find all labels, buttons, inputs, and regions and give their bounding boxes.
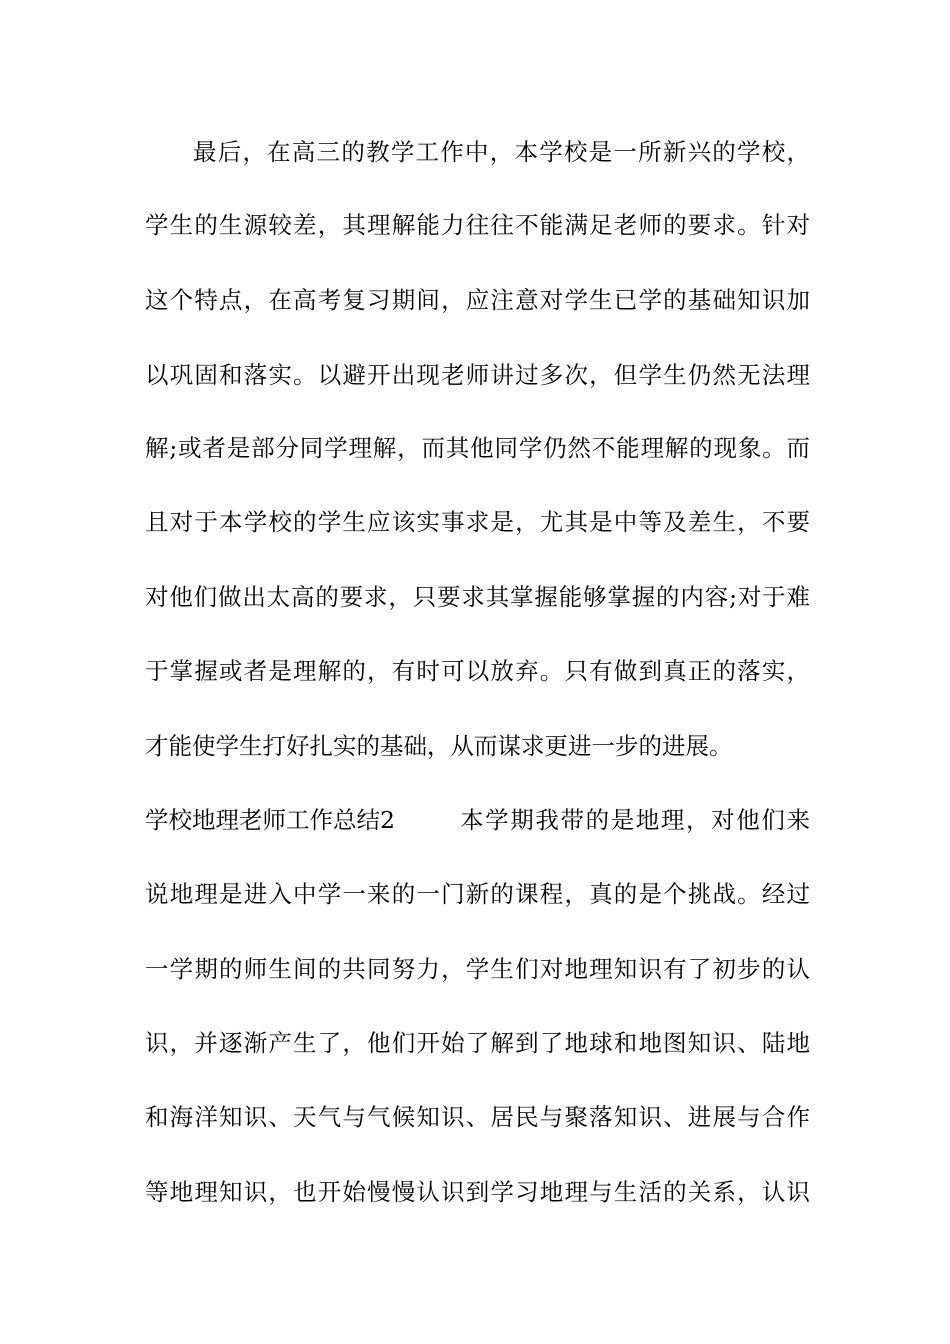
paragraph-line: 和海洋知识、天气与气候知识、居民与聚落知识、进展与合作 xyxy=(145,1103,810,1131)
paragraph-line: 说地理是进入中学一来的一门新的课程，真的是个挑战。经过 xyxy=(145,880,810,908)
section-title: 学校地理老师工作总结2 xyxy=(145,806,395,834)
section-lead-text: 本学期我带的是地理，对他们来 xyxy=(460,806,810,834)
paragraph-line: 识，并逐渐产生了，他们开始了解到了地球和地图知识、陆地 xyxy=(145,1029,810,1057)
paragraph-line: 最后，在高三的教学工作中，本学校是一所新兴的学校， xyxy=(193,138,810,166)
paragraph-line: 这个特点，在高考复习期间，应注意对学生已学的基础知识加 xyxy=(145,286,810,314)
paragraph-line: 等地理知识，也开始慢慢认识到学习地理与生活的关系，认识 xyxy=(145,1178,810,1206)
section-heading-line xyxy=(145,805,810,835)
paragraph-line: 且对于本学校的学生应该实事求是，尤其是中等及差生，不要 xyxy=(145,508,810,536)
paragraph-line: 一学期的师生间的共同努力，学生们对地理知识有了初步的认 xyxy=(145,955,810,983)
paragraph-line: 于掌握或者是理解的，有时可以放弃。只有做到真正的落实， xyxy=(145,657,810,685)
paragraph-line: 解;或者是部分同学理解，而其他同学仍然不能理解的现象。而 xyxy=(145,434,810,462)
paragraph-line: 以巩固和落实。以避开出现老师讲过多次，但学生仍然无法理 xyxy=(145,361,810,389)
paragraph-line: 对他们做出太高的要求，只要求其掌握能够掌握的内容;对于难 xyxy=(145,583,810,611)
paragraph-line: 学生的生源较差，其理解能力往往不能满足老师的要求。针对 xyxy=(145,211,810,239)
paragraph-line: 才能使学生打好扎实的基础，从而谋求更进一步的进展。 xyxy=(145,732,733,760)
